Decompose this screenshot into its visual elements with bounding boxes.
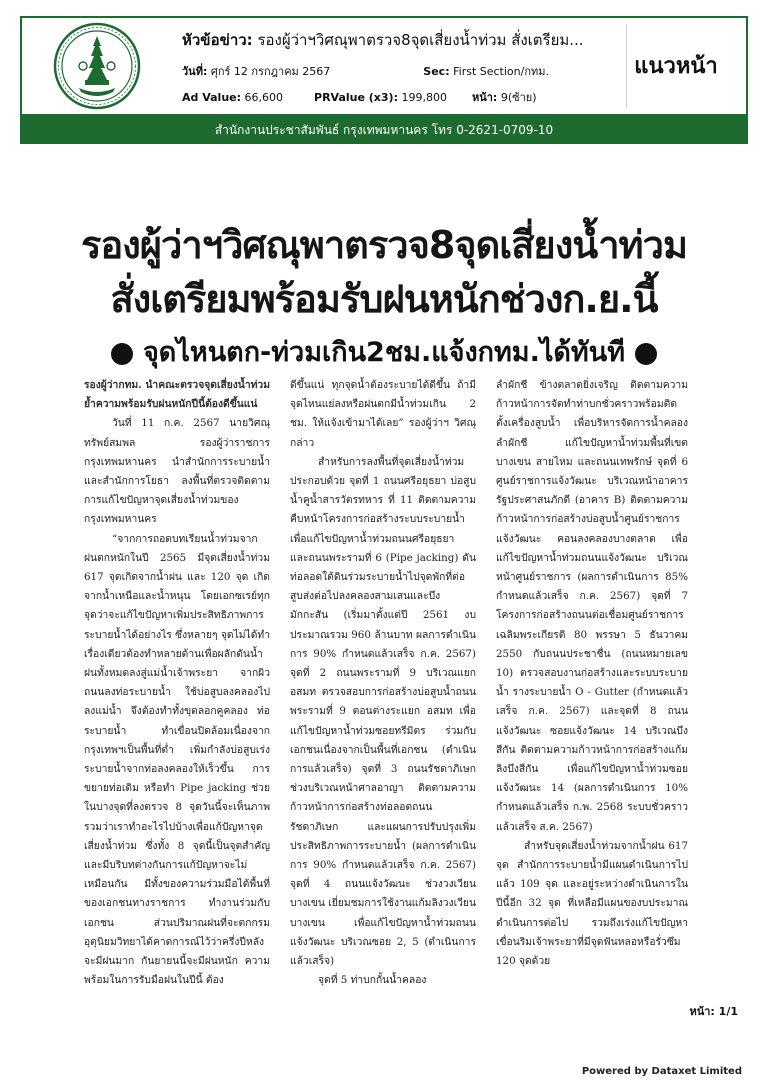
ad-value: 66,600 xyxy=(244,91,284,104)
article-paragraph: สำหรับการลงพื้นที่จุดเสี่ยงน้ำท่วม ประกอบด้วย จุดที่ 1 ถนนศรีอยุธยา บ่อสูบน้ำคูน้ำสารวัตรทหาร ที่ 11 ติดตามความคืบหน้าโครงการก่อสร้างระบบระบายน้ำเพื่อแก้ไขปัญหาน้ำท่วมถนนศรีอยุธยา และถนนพระรามที่ 6 (Pipe jacking) ดันท่อลอดใต้ดินร่วมระบายน้ำไปจุดพักที่ต่อสูบส่งต่อไปลงคลองสามเสนและบึงมักกะสัน (เริ่มมาตั้งแต่ปี 2561 งบประมาณรวม 960 ล้านบาท ผลการดำเนินการ 90% กำหนดแล้วเสร็จ ก.ค. 2567) จุดที่ 2 ถนนพระรามที่ 9 บริเวณแยก อสมท ตรวจสอบการก่อสร้างบ่อสูบน้ำถนนพระรามที่ 9 ตอนต่างระแยก อสมท เพื่อแก้ไขปัญหาน้ำท่วมซอยทรีมิตร ร่วมกับเอกชนเนื่องจากเป็นพื้นที่เอกชน (ดำเนินการแล้วเสร็จ) จุดที่ 3 ถนนรัชดาภิเษก ช่วงบริเวณหน้าศาลอาญา ติดตามความก้าวหน้าการก่อสร้างท่อลอดถนนรัชดาภิเษก และแผนการปรับปรุงเพิ่มประสิทธิภาพการระบายน้ำ (ผลการดำเนินการ 90% กำหนดแล้วเสร็จ ก.ค. 2567) จุดที่ 4 ถนนแจ้งวัฒนะ ช่วงวงเวียนบางเขน เยี่ยมชมการใช้งานแก้มลิงวงเวียนบางเขน เพื่อแก้ไขปัญหาน้ำท่วมถนนแจ้งวัฒนะ บริเวณซอย 2, 5 (ดำเนินการแล้วเสร็จ) xyxy=(290,455,476,968)
article-paragraph: วันที่ 11 ก.ค. 2567 นายวิศณุ ทรัพย์สมพล รองผู้ว่าราชการกรุงเทพมหานคร นำสำนักการระบายน้ำและสำนักการโยธา ลงพื้นที่ตรวจติดตามการแก้ไขปัญหาจุดเสี่ยงน้ำท่วมของกรุงเทพมหานคร xyxy=(84,417,270,526)
ad-label: Ad Value: xyxy=(182,91,242,104)
article-paragraph: จุดที่ 5 ท่าบกกั้นน้ำคลอง xyxy=(318,974,427,987)
powered-by: Powered by Dataxet Limited xyxy=(581,1066,742,1077)
date-value: ศุกร์ 12 กรกฎาคม 2567 xyxy=(210,65,331,78)
date-meta xyxy=(182,62,549,80)
article-paragraph: ลำผักชี ข้างตลาดยิ่งเจริญ ติดตามความก้าวหน้าการจัดทำท่าบกชั่วคราวพร้อมติดตั้งเครื่องสูบน้ำ เพื่อบริหารจัดการน้ำคลองลำผักชี แก้ไขปัญหาน้ำท่วมพื้นที่เขตบางเขน สายไหม และถนนเทพรักษ์ จุดที่ 6 ศูนย์ราชการแจ้งวัฒนะ บริเวณหน้าอาคารรัฐประศาสนภักดี (อาคาร B) ติดตามความก้าวหน้าการก่อสร้างบ่อสูบน้ำศูนย์ราชการแจ้งวัฒนะ คอนลงคลองบางตลาด เพื่อแก้ไขปัญหาน้ำท่วมถนนแจ้งวัฒนะ บริเวณหน้าศูนย์ราชการ (ผลการดำเนินการ 85% กำหนดแล้วเสร็จ ก.ค. 2567) จุดที่ 7 โครงการก่อสร้างถนนต่อเชื่อมศูนย์ราชการเฉลิมพระเกียรติ 80 พรรษา 5 ธันวาคม 2550 กับถนนประชาชื่น (ถนนหมายเลข 10) ตรวจสอบงานก่อสร้างและระบบระบายน้ำ รางระบายน้ำ O - Gutter (กำหนดแล้วเสร็จ ก.ค. 2567) และจุดที่ 8 ถนนแจ้งวัฒนะ ซอยแจ้งวัฒนะ 14 บริเวณบึงสีกัน ติดตามความก้าวหน้าการก่อสร้างแก้มลิงบึงสีกัน เพื่อแก้ไขปัญหาน้ำท่วมซอยแจ้งวัฒนะ 14 (ผลการดำเนินการ 10% กำหนดแล้วเสร็จ ก.พ. 2568 ระบบชั่วคราวแล้วเสร็จ ส.ค. 2567) xyxy=(496,379,688,833)
bma-logo xyxy=(22,18,172,114)
value-meta xyxy=(182,88,537,106)
bullet-left-icon xyxy=(111,343,133,365)
bma-seal-icon xyxy=(53,22,141,110)
sub-headline xyxy=(20,330,748,373)
newspaper-name: แนวหน้า xyxy=(634,54,718,79)
title-label: หัวข้อข่าว: xyxy=(182,31,253,49)
sub-headline-text: จุดไหนตก-ท่วมเกิน2ชม.แจ้งกทม.ได้ทันที xyxy=(142,337,625,368)
article-paragraph: ดีขึ้นแน่ ทุกจุดน้ำต้องระบายได้ดีขึ้น ถ้ามีจุดไหนแย่ลงหรือฝนตกมีน้ำท่วมเกิน 2 ชม. ให้แจ้งเข้ามาได้เลย” รองผู้ว่าฯ วิศณุ กล่าว xyxy=(290,379,476,449)
clipping-info xyxy=(182,24,622,114)
article-column-2 xyxy=(290,376,476,988)
headline-meta xyxy=(182,28,584,52)
article-paragraph: สำหรับจุดเสี่ยงน้ำท่วมจากน้ำฝน 617 จุด สำนักการระบายน้ำมีแผนดำเนินการไปแล้ว 109 จุด และอยู่ระหว่างดำเนินการในปีนี้อีก 32 จุด ที่เหลือมีแผนของบประมาณดำเนินการต่อไป รวมถึงเร่งแก้ไขปัญหาเขื่อนริมเจ้าพระยาที่มีจุดฟันหลอหรือรั่วซึม 120 จุดด้วย xyxy=(496,839,688,968)
office-contact-bar: สำนักงานประชาสัมพันธ์ กรุงเทพมหานคร โทร 0-2621-0709-10 xyxy=(20,116,748,144)
article-lead: รองผู้ว่ากทม. นำคณะตรวจจุดเสี่ยงน้ำท่วม ย้ำความพร้อมรับฝนหนักปีนี้ต้องดีขึ้นแน่ xyxy=(84,379,270,411)
article-paragraph: “จากการถอดบทเรียนน้ำท่วมจากฝนตกหนักในปี 2565 มีจุดเสี่ยงน้ำท่วม 617 จุดเกิดจากน้ำฝน และ 120 จุด เกิดจากน้ำเหนือและน้ำหนุน โดยเอกซเรย์ทุกจุดว่าจะแก้ไขปัญหาเพิ่มประสิทธิภาพการระบายน้ำได้อย่างไร ซึ่งหลายๆ จุดไม่ได้ทำเรื่องเดียวต้องทำหลายด้านเพื่อผลักดันน้ำฝนทั้งหมดลงสู่แม่น้ำเจ้าพระยา จากผิวถนนลงท่อระบายน้ำ ใช้บ่อสูบลงคลองไปลงแม่น้ำ จึงต้องทำทั้งขุดลอกคูคลอง ท่อระบายน้ำ ทำเขื่อนปิดล้อมเนื่องจากกรุงเทพฯเป็นพื้นที่ต่ำ เพิ่มกำลังบ่อสูบเร่งระบายน้ำจากท่อลงคลองให้เร็วขึ้น การขยายท่อเดิม หรือทำ Pipe jacking ช่วยในบางจุดที่ลงตรวจ 8 จุดวันนี้จะเห็นภาพรวมว่าเราทำอะไรไปบ้างเพื่อแก้ปัญหาจุดเสี่ยงน้ำท่วม ซึ่งทั้ง 8 จุดนี้เป็นจุดสำคัญ และมีบริบทต่างกันการแก้ปัญหาจะไม่เหมือนกัน มีทั้งของความร่วมมือได้พื้นที่ของเอกชนทางราชการ ทำงานร่วมกับเอกชน ส่วนปริมาณฝนที่จะตกกรมอุตุนิยมวิทยาได้คาดการณ์ไว้ว่าครึ่งปีหลังจะมีฝนมาก กันยายนนี้จะมีฝนหนัก ความพร้อมในการรับมือฝนในปีนี้ ต้อง xyxy=(84,532,270,987)
headline-line-1: รองผู้ว่าฯวิศณุพาตรวจ8จุดเสี่ยงน้ำท่วม xyxy=(81,223,687,267)
pr-value: 199,800 xyxy=(401,91,447,104)
pr-label: PRValue (x3): xyxy=(314,91,398,104)
page-label: หน้า: xyxy=(471,91,498,104)
sec-value: First Section/กทม. xyxy=(453,65,549,78)
article-column-3 xyxy=(496,376,688,988)
title-value: รองผู้ว่าฯวิศณุพาตรวจ8จุดเสี่ยงน้ำท่วม สั่งเตรียม... xyxy=(257,31,584,49)
page-count: หน้า: 1/1 xyxy=(689,1005,738,1018)
clipping-header xyxy=(20,16,748,116)
headline-line-2: สั่งเตรียมพร้อมรับฝนหนักช่วงก.ย.นี้ xyxy=(110,277,658,321)
article-column-1 xyxy=(84,376,270,988)
sec-label: Sec: xyxy=(423,65,450,78)
page-value: 9(ซ้าย) xyxy=(500,91,537,104)
bullet-right-icon xyxy=(635,343,657,365)
date-label: วันที่: xyxy=(182,65,208,78)
